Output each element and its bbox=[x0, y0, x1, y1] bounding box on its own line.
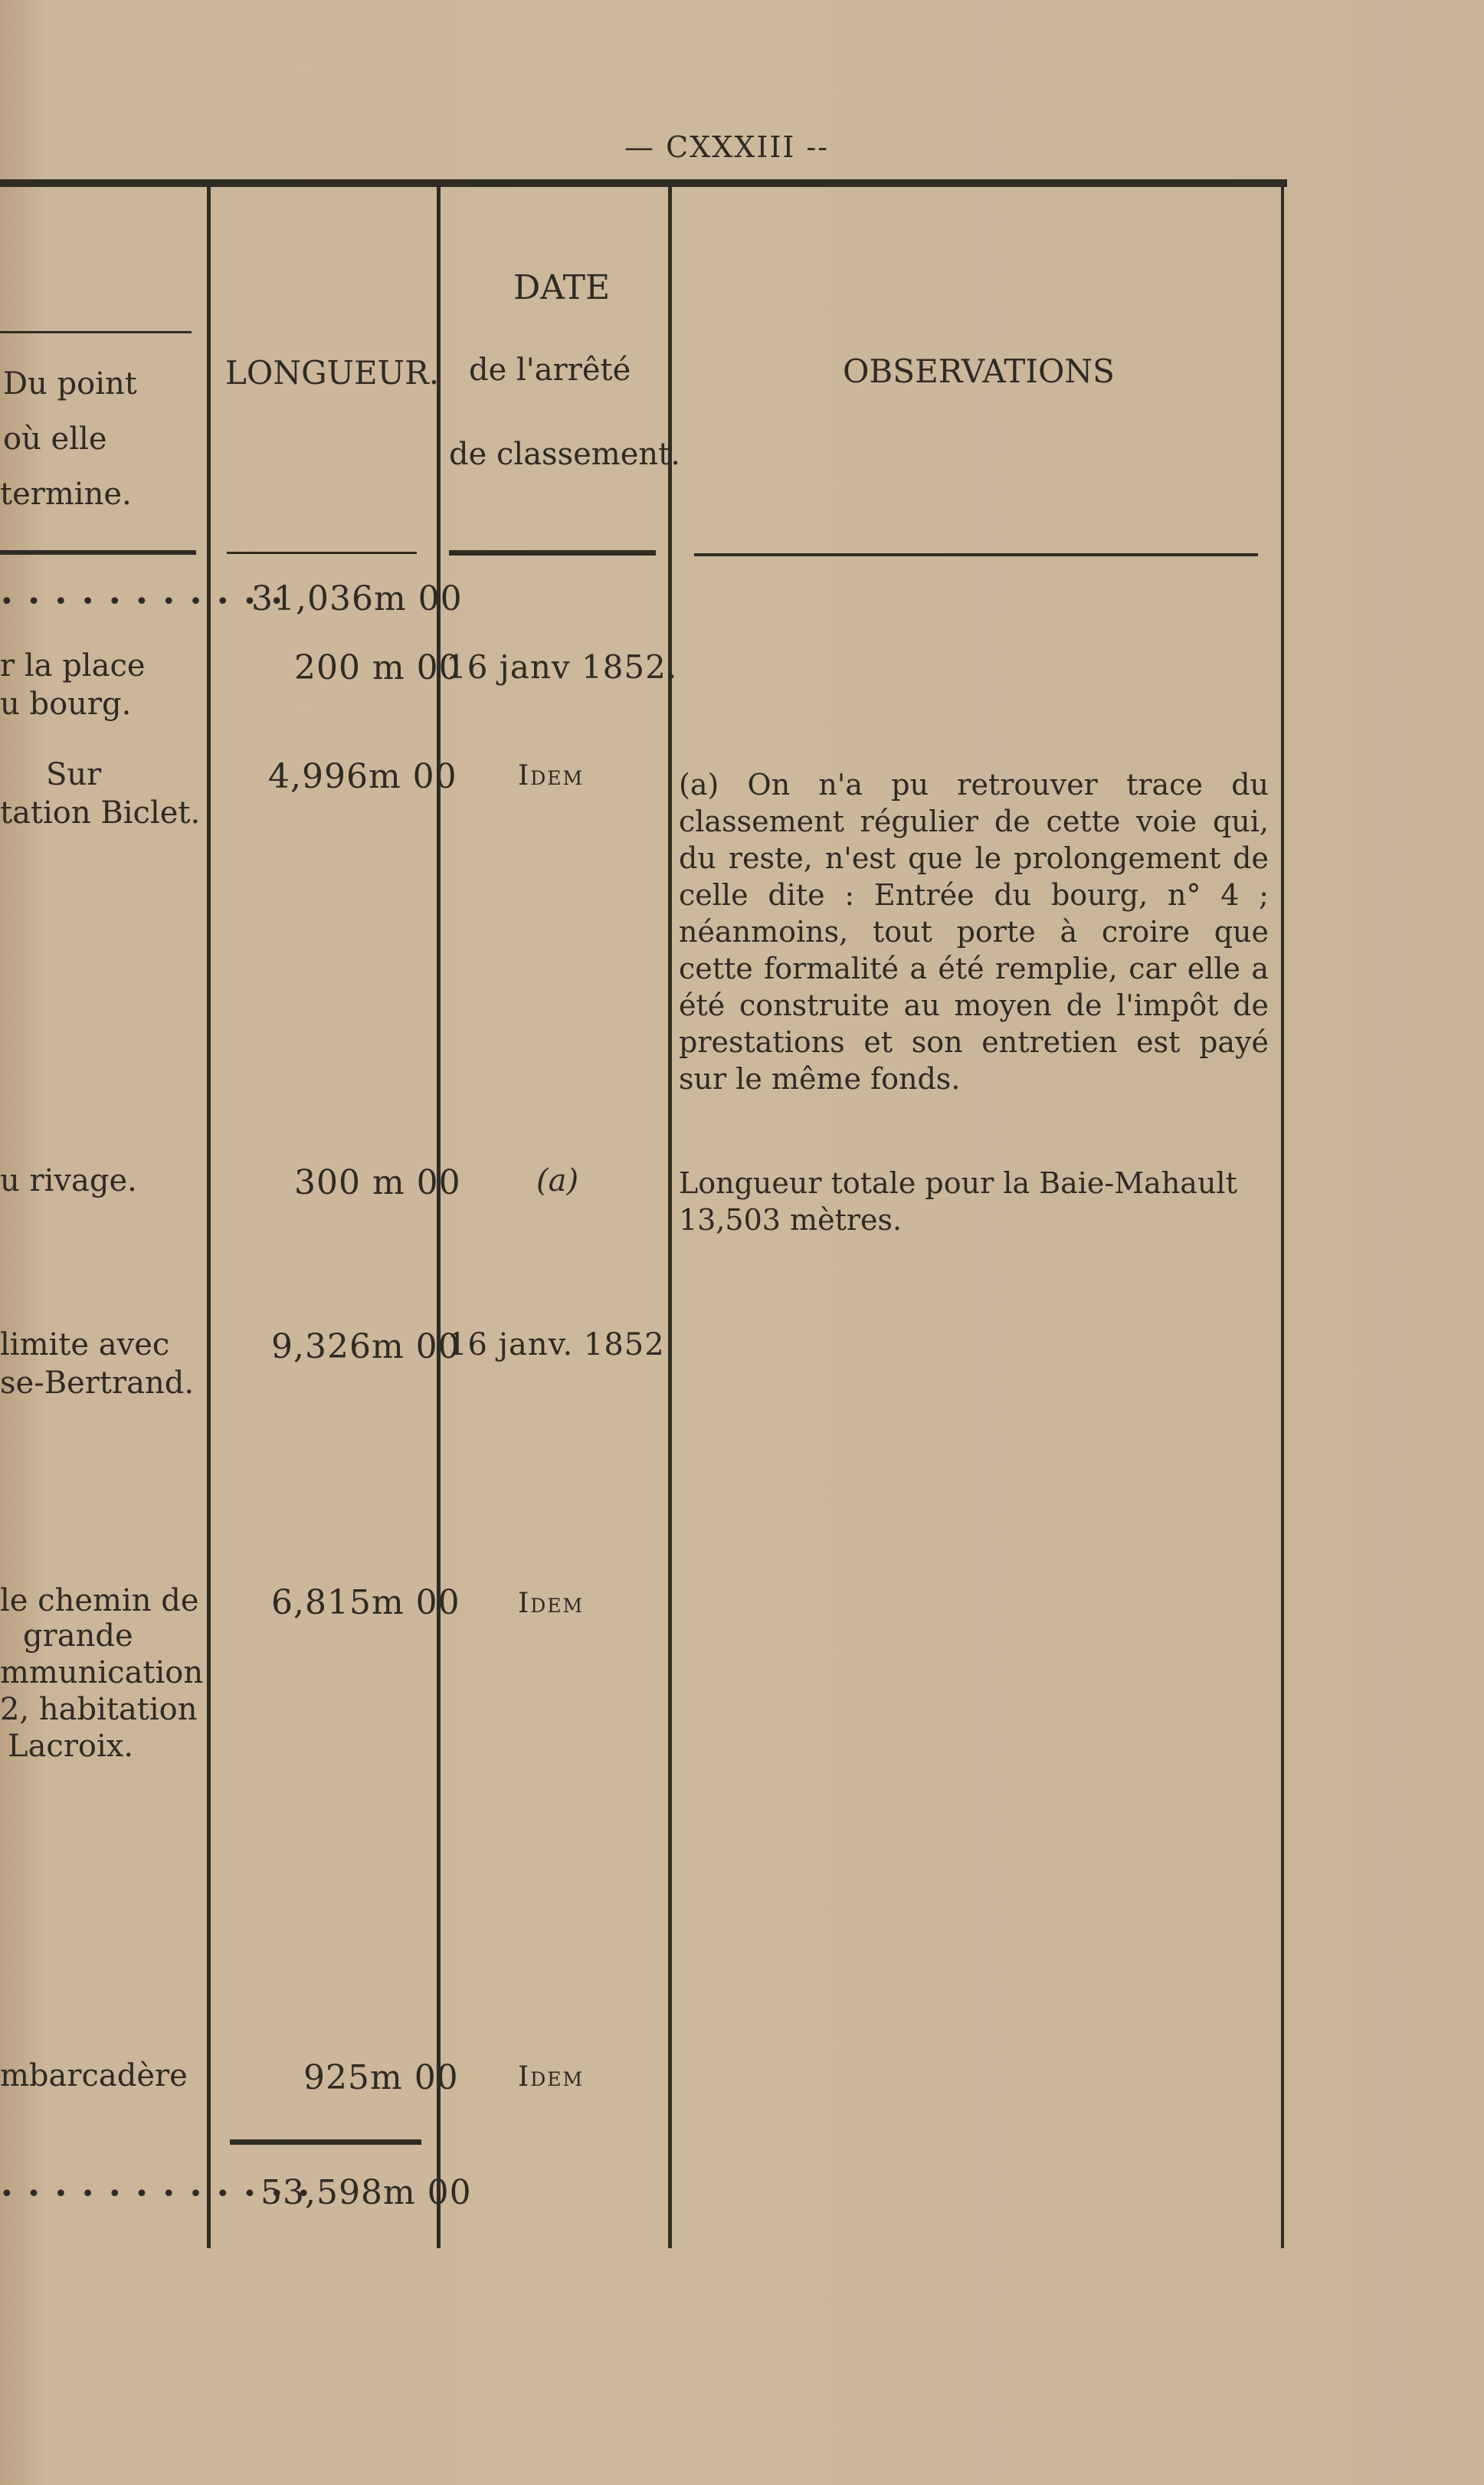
row-2-end-line-2: u bourg. bbox=[0, 687, 132, 722]
header-rule-col3 bbox=[449, 550, 656, 556]
row-4-length: 300 m 00 bbox=[294, 1163, 461, 1202]
row-3-end-line-2: tation Biclet. bbox=[0, 795, 201, 831]
top-rule bbox=[0, 179, 1287, 187]
row-1-end: • • • • • • • • • • • bbox=[0, 588, 287, 615]
header-end-line-2: où elle bbox=[3, 421, 107, 457]
row-7-end: mbarcadère bbox=[0, 2058, 188, 2093]
row-4-observation: Longueur totale pour la Baie-Mahault 13,503 mètres. bbox=[679, 1166, 1237, 1237]
row-3-length: 4,996m 00 bbox=[268, 757, 457, 796]
header-date-line-1: DATE bbox=[513, 268, 611, 307]
total-length: 53,598m 00 bbox=[260, 2173, 472, 2212]
row-5-end-line-2: se-Bertrand. bbox=[0, 1365, 195, 1401]
row-5-end-line-1: limite avec bbox=[0, 1327, 170, 1362]
row-6-length: 6,815m 00 bbox=[271, 1583, 460, 1622]
row-3-date: Idem bbox=[518, 760, 585, 792]
row-3-observation: (a) On n'a pu retrouver trace du classement régulier de cette voie qui, du reste, n'est que le prolongement de celle dite : Entrée du bourg, n° 4 ; néanmoins, tout porte à croire que cette formalité a été remplie, car elle a été construite au moyen de l'impôt de prestations et son entretien est payé sur le même fonds. bbox=[679, 768, 1269, 1096]
col-rule-1 bbox=[207, 187, 211, 2248]
col-rule-3 bbox=[668, 187, 672, 2248]
row-6-end-line-2: grande bbox=[23, 1618, 133, 1654]
row-1-length: 31,036m 00 bbox=[251, 579, 463, 618]
row-5-date: 16 janv. 1852 bbox=[447, 1327, 665, 1362]
col-rule-2 bbox=[437, 187, 441, 2248]
row-6-end-line-4: 2, habitation bbox=[0, 1692, 198, 1727]
col-rule-4 bbox=[1281, 187, 1284, 2248]
header-rule-col2 bbox=[227, 552, 417, 554]
row-6-end-line-3: mmunication bbox=[0, 1655, 204, 1690]
header-rule-col1 bbox=[0, 550, 196, 555]
row-6-date: Idem bbox=[518, 1588, 585, 1619]
header-end-line-1: Du point bbox=[3, 366, 137, 402]
row-3-end-line-1: Sur bbox=[46, 757, 102, 792]
row-7-date: Idem bbox=[518, 2061, 585, 2093]
total-rule bbox=[230, 2139, 421, 2145]
row-4-end: u rivage. bbox=[0, 1163, 137, 1198]
row-7-length: 925m 00 bbox=[303, 2058, 459, 2097]
total-end: • • • • • • • • • • • • bbox=[0, 2181, 314, 2208]
header-end-line-3: termine. bbox=[0, 477, 132, 512]
row-6-end-line-5: Lacroix. bbox=[8, 1729, 134, 1764]
header-observations: OBSERVATIONS bbox=[843, 352, 1115, 390]
header-rule-col4 bbox=[694, 553, 1258, 556]
row-2-length: 200 m 00 bbox=[294, 648, 461, 687]
row-6-end-line-1: le chemin de bbox=[0, 1583, 199, 1618]
header-date-line-2: de l'arrêté bbox=[469, 352, 631, 388]
row-2-end-line-1: r la place bbox=[0, 648, 146, 684]
header-subrule bbox=[0, 331, 192, 333]
header-length: LONGUEUR. bbox=[225, 354, 440, 392]
row-2-date: 16 janv 1852. bbox=[446, 648, 678, 686]
row-4-date: (a) bbox=[536, 1163, 579, 1198]
row-5-length: 9,326m 00 bbox=[271, 1327, 460, 1366]
header-date-line-3: de classement. bbox=[449, 437, 680, 472]
page-number: — CXXXIII -- bbox=[624, 130, 830, 164]
